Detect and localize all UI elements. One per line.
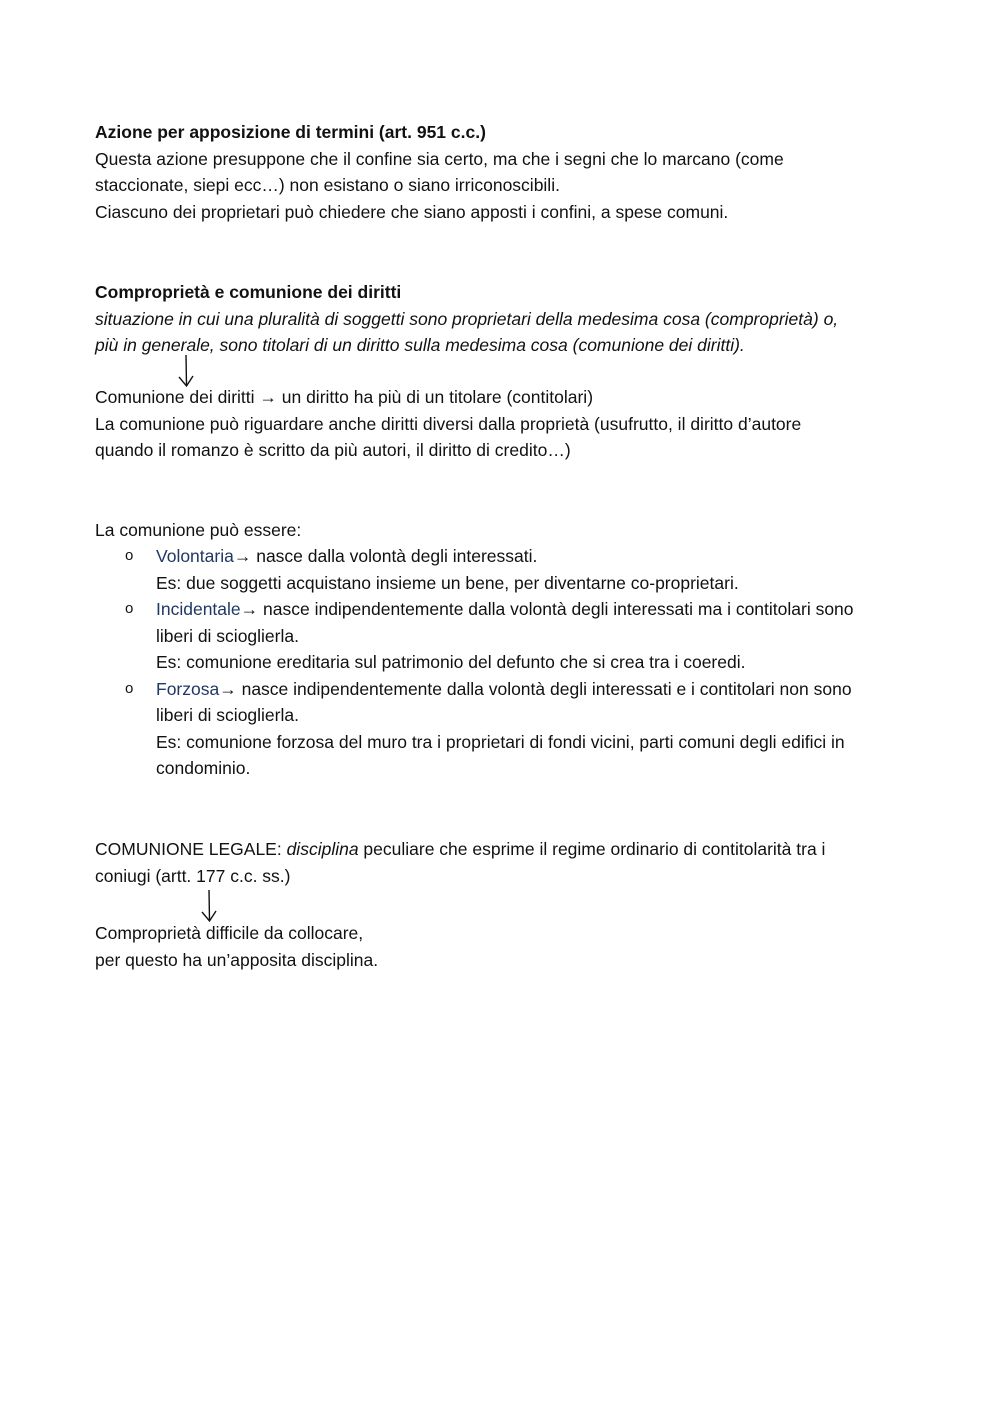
comunione-types-list bbox=[95, 543, 925, 782]
section-title: Azione per apposizione di termini (art. 951 c.c.) bbox=[95, 122, 486, 142]
right-arrow-icon: → bbox=[240, 599, 259, 619]
item-text: nasce indipendentemente dalla volontà degli interessati ma i contitolari sono bbox=[258, 599, 854, 619]
item-text: nasce dalla volontà degli interessati. bbox=[251, 546, 538, 566]
list-item-volontaria bbox=[95, 543, 925, 596]
paragraph-line: Questa azione presuppone che il confine sia certo, ma che i segni che lo marcano (come bbox=[95, 148, 784, 169]
paragraph-line: coniugi (artt. 177 c.c. ss.) bbox=[95, 865, 291, 886]
paragraph-line: staccionate, siepi ecc…) non esistano o siano irriconoscibili. bbox=[95, 175, 560, 195]
item-example: Es: comunione forzosa del muro tra i proprietari di fondi vicini, parti comuni degli edifici in bbox=[156, 731, 845, 752]
italic-word: disciplina bbox=[286, 839, 359, 859]
right-arrow-icon: → bbox=[233, 546, 252, 566]
paragraph-text: peculiare che esprime il regime ordinario di contitolarità tra i bbox=[358, 839, 826, 859]
section-conclusione bbox=[95, 920, 915, 973]
bullet-icon: o bbox=[125, 600, 134, 617]
paragraph-line: Ciascuno dei proprietari può chiedere che siano apposti i confini, a spese comuni. bbox=[95, 201, 729, 222]
heading-prefix: COMUNIONE LEGALE: bbox=[95, 839, 287, 859]
right-arrow-icon: → bbox=[219, 678, 237, 699]
bullet-icon: o bbox=[125, 547, 134, 564]
item-text: liberi di scioglierla. bbox=[156, 625, 299, 646]
down-arrow-icon bbox=[176, 354, 196, 388]
paragraph-line: La comunione può riguardare anche diritti diversi dalla proprietà (usufrutto, il diritto d’autore bbox=[95, 413, 802, 434]
list-item-incidentale bbox=[95, 596, 925, 676]
item-example: Es: comunione ereditaria sul patrimonio del defunto che si crea tra i coeredi. bbox=[156, 652, 746, 672]
paragraph-line: quando il romanzo è scritto da più autori, il diritto di credito…) bbox=[95, 440, 571, 460]
paragraph-line: Comproprietà difficile da collocare, bbox=[95, 923, 364, 943]
item-text: liberi di scioglierla. bbox=[156, 705, 299, 725]
section-tipi-comunione bbox=[95, 517, 915, 544]
list-item-forzosa bbox=[95, 676, 925, 782]
paragraph-line: per questo ha un’apposita disciplina. bbox=[95, 949, 379, 970]
bullet-icon: o bbox=[125, 679, 134, 697]
section-comunione-legale bbox=[95, 836, 915, 889]
section-title: Comproprietà e comunione dei diritti bbox=[95, 282, 402, 302]
item-example: Es: due soggetti acquistano insieme un bene, per diventarne co-proprietari. bbox=[156, 572, 739, 593]
paragraph-line: Comunione dei diritti → un diritto ha più di un titolare (contitolari) bbox=[95, 387, 594, 407]
section-comunione-diritti bbox=[95, 384, 915, 464]
list-intro: La comunione può essere: bbox=[95, 520, 302, 540]
item-text: nasce indipendentemente dalla volontà degli interessati e i contitolari non sono bbox=[236, 678, 852, 699]
section-comproprieta bbox=[95, 279, 915, 359]
definition-line: più in generale, sono titolari di un diritto sulla medesima cosa (comunione dei diritti). bbox=[95, 335, 745, 355]
term-label: Incidentale bbox=[156, 599, 241, 619]
definition-line: situazione in cui una pluralità di soggetti sono proprietari della medesima cosa (comproprietà) o, bbox=[95, 308, 839, 329]
term-label: Volontaria bbox=[156, 546, 234, 566]
term-label: Forzosa bbox=[156, 678, 220, 699]
section-apposizione-termini bbox=[95, 119, 915, 225]
item-example: condominio. bbox=[156, 758, 251, 778]
down-arrow-icon bbox=[199, 889, 219, 923]
